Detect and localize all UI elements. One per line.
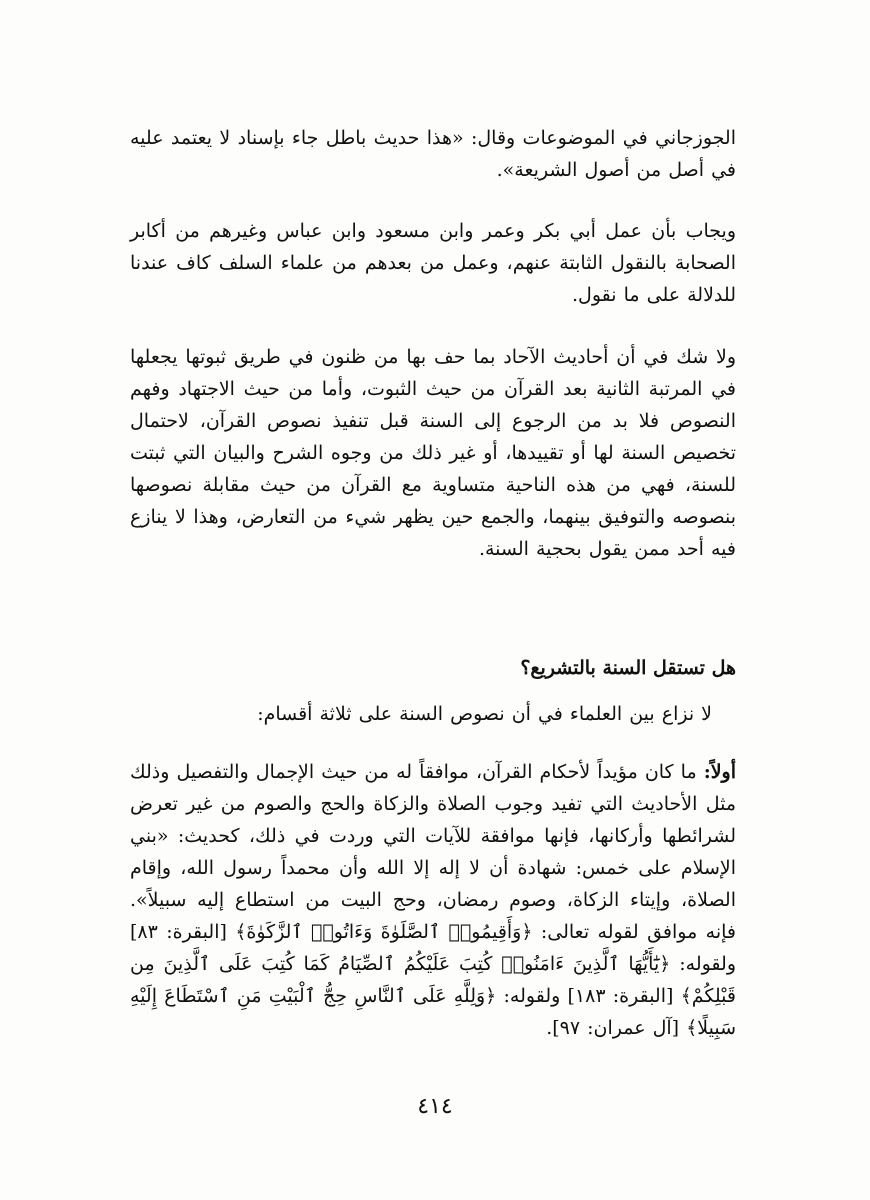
first-category-label: أولاً: (703, 761, 736, 783)
first-category-text: ما كان مؤيداً لأحكام القرآن، موافقاً له من حيث الإجمال والتفصيل وذلك مثل الأحاديث التي تفيد وجوب الصلاة والزكاة والحج والصوم من غير تعرض لشرائطها وأركانها، فإنها موافقة للآيات التي وردت في ذلك، كحديث: «بني الإسلام على خمس: شهادة أن لا إله إلا الله وأن محمداً رسول الله، وإقام الصلاة، وإيتاء الزكاة، وصوم رمضان، وحج البيت من استطاع إليه سبيلاً». فإنه موافق لقوله تعالى: ﴿وَأَقِيمُوا۟ ٱلصَّلَوٰةَ وَءَاتُوا۟ ٱلزَّكَوٰةَ﴾ [البقرة: ٨٣] ولقوله: ﴿يَٰٓأَيُّهَا ٱلَّذِينَ ءَامَنُوا۟ كُتِبَ عَلَيْكُمُ ٱلصِّيَامُ كَمَا كُتِبَ عَلَى ٱلَّذِينَ مِن قَبْلِكُمْ﴾ [البقرة: ١٨٣] ولقوله: ﴿وَلِلَّهِ عَلَى ٱلنَّاسِ حِجُّ ٱلْبَيْتِ مَنِ ٱسْتَطَاعَ إِلَيْهِ سَبِيلًا﴾ [آل عمران: ٩٧]. (130, 761, 736, 1039)
paragraph-2: ويجاب بأن عمل أبي بكر وعمر وابن مسعود وابن عباس وغيرهم من أكابر الصحابة بالنقول الثابتة عنهم، وعمل من بعدهم من علماء السلف كاف عندنا للدلالة على ما نقول. (130, 220, 736, 306)
section-heading: هل تستقل السنة بالتشريع؟ (520, 657, 736, 679)
paragraph-3: ولا شك في أن أحاديث الآحاد بما حف بها من ظنون في طريق ثبوتها يجعلها في المرتبة الثانية بعد القرآن من حيث الثبوت، وأما من حيث الاجتهاد وفهم النصوص فلا بد من الرجوع إلى السنة قبل تنفيذ نصوص القرآن، لاحتمال تخصيص السنة لها أو تقييدها، أو غير ذلك من وجوه الشرح والبيان التي ثبتت للسنة، فهي من هذه الناحية متساوية مع القرآن من حيث مقابلة نصوصها بنصوصه والتوفيق بينهما، والجمع حين يظهر شيء من التعارض، وهذا لا ينازع فيه أحد ممن يقول بحجية السنة. (130, 346, 736, 560)
page-number: ٤١٤ (417, 1094, 453, 1119)
intro-line: لا نزاع بين العلماء في أن نصوص السنة على ثلاثة أقسام: (257, 703, 712, 725)
first-category-paragraph (130, 756, 736, 1044)
paragraph-1: الجوزجاني في الموضوعات وقال: «هذا حديث باطل جاء بإسناد لا يعتمد عليه في أصل من أصول الشريعة». (130, 127, 736, 181)
